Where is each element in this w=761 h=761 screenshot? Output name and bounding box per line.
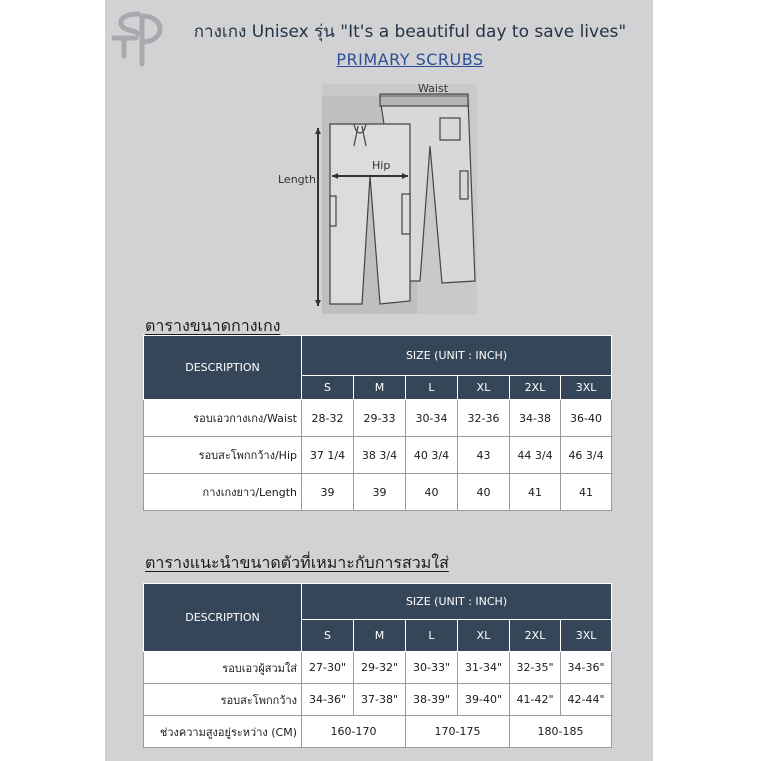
table-cell: 37 1/4 bbox=[302, 437, 354, 474]
description-header: DESCRIPTION bbox=[144, 584, 302, 652]
table-cell: 46 3/4 bbox=[561, 437, 612, 474]
size-header: L bbox=[406, 376, 458, 400]
row-label: รอบเอวกางเกง/Waist bbox=[144, 400, 302, 437]
table-row bbox=[144, 652, 612, 684]
size-header: XL bbox=[458, 376, 510, 400]
size-header: M bbox=[354, 376, 406, 400]
table-cell: 41 bbox=[561, 474, 612, 511]
table-cell: 40 3/4 bbox=[406, 437, 458, 474]
pants-measurement-diagram bbox=[270, 76, 485, 314]
row-label: รอบเอวผู้สวมใส่ bbox=[144, 652, 302, 684]
table-cell: 37-38" bbox=[354, 684, 406, 716]
table-cell: 27-30" bbox=[302, 652, 354, 684]
table-cell: 39 bbox=[302, 474, 354, 511]
table-cell: 38-39" bbox=[406, 684, 458, 716]
size-header: S bbox=[302, 376, 354, 400]
table-cell: 40 bbox=[406, 474, 458, 511]
table-cell: 41-42" bbox=[510, 684, 561, 716]
table-cell: 180-185 bbox=[510, 716, 612, 748]
table-cell: 43 bbox=[458, 437, 510, 474]
table-cell: 30-34 bbox=[406, 400, 458, 437]
waist-label: Waist bbox=[418, 82, 449, 95]
unit-header: SIZE (UNIT : INCH) bbox=[302, 584, 612, 620]
size-header: L bbox=[406, 620, 458, 652]
table-cell: 39 bbox=[354, 474, 406, 511]
row-label: รอบสะโพกกว้าง/Hip bbox=[144, 437, 302, 474]
table-cell: 160-170 bbox=[302, 716, 406, 748]
table-cell: 29-32" bbox=[354, 652, 406, 684]
hip-label: Hip bbox=[372, 159, 391, 172]
page-title: กางเกง Unisex รุ่น "It's a beautiful day to save lives" bbox=[193, 22, 627, 42]
size-table-title: ตารางขนาดกางเกง bbox=[145, 316, 281, 335]
row-label: รอบสะโพกกว้าง bbox=[144, 684, 302, 716]
table-row bbox=[144, 684, 612, 716]
brand-logo bbox=[110, 8, 170, 68]
table-cell: 29-33 bbox=[354, 400, 406, 437]
table-cell: 42-44" bbox=[561, 684, 612, 716]
row-label: ช่วงความสูงอยู่ระหว่าง (CM) bbox=[144, 716, 302, 748]
size-table bbox=[143, 335, 612, 511]
description-header: DESCRIPTION bbox=[144, 336, 302, 400]
length-label: Length bbox=[278, 173, 316, 186]
fit-table-title: ตารางแนะนำขนาดตัวที่เหมาะกับการสวมใส่ bbox=[145, 553, 449, 572]
table-cell: 32-36 bbox=[458, 400, 510, 437]
table-cell: 39-40" bbox=[458, 684, 510, 716]
table-row bbox=[144, 716, 612, 748]
table-row bbox=[144, 400, 612, 437]
fit-table bbox=[143, 583, 612, 748]
size-header: 3XL bbox=[561, 620, 612, 652]
size-header: 2XL bbox=[510, 620, 561, 652]
table-cell: 41 bbox=[510, 474, 561, 511]
table-cell: 36-40 bbox=[561, 400, 612, 437]
size-header: XL bbox=[458, 620, 510, 652]
table-cell: 34-36" bbox=[302, 684, 354, 716]
size-header: M bbox=[354, 620, 406, 652]
table-cell: 38 3/4 bbox=[354, 437, 406, 474]
table-cell: 40 bbox=[458, 474, 510, 511]
table-cell: 30-33" bbox=[406, 652, 458, 684]
table-row bbox=[144, 474, 612, 511]
page-subtitle: PRIMARY SCRUBS bbox=[336, 50, 484, 69]
table-cell: 170-175 bbox=[406, 716, 510, 748]
size-header: 3XL bbox=[561, 376, 612, 400]
table-cell: 28-32 bbox=[302, 400, 354, 437]
table-row bbox=[144, 437, 612, 474]
unit-header: SIZE (UNIT : INCH) bbox=[302, 336, 612, 376]
table-cell: 31-34" bbox=[458, 652, 510, 684]
table-cell: 34-38 bbox=[510, 400, 561, 437]
table-cell: 32-35" bbox=[510, 652, 561, 684]
table-cell: 44 3/4 bbox=[510, 437, 561, 474]
size-header: S bbox=[302, 620, 354, 652]
size-header: 2XL bbox=[510, 376, 561, 400]
row-label: กางเกงยาว/Length bbox=[144, 474, 302, 511]
table-cell: 34-36" bbox=[561, 652, 612, 684]
